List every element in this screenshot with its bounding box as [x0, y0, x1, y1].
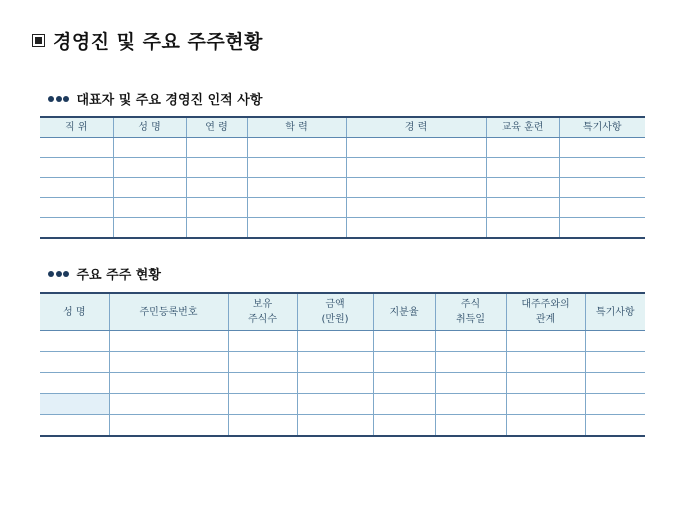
table-cell[interactable] [113, 218, 186, 239]
table-cell[interactable] [486, 218, 559, 239]
table-cell[interactable] [228, 415, 297, 437]
table-cell[interactable] [40, 158, 113, 178]
table-cell[interactable] [506, 352, 585, 373]
table-cell[interactable] [346, 218, 486, 239]
table-cell[interactable] [435, 373, 506, 394]
section-title-text: 대표자 및 주요 경영진 인적 사항 [76, 93, 263, 108]
table-row [40, 158, 645, 178]
column-header: 지분율 [373, 293, 435, 331]
table-cell[interactable] [585, 394, 645, 415]
table-cell[interactable] [40, 138, 113, 158]
table-cell[interactable] [559, 178, 645, 198]
table-cell[interactable] [186, 158, 247, 178]
table-cell[interactable] [113, 138, 186, 158]
table-cell[interactable] [346, 178, 486, 198]
column-header: 성 명 [40, 293, 109, 331]
table-cell[interactable] [297, 373, 373, 394]
column-header: 학 력 [247, 117, 346, 138]
table-row [40, 331, 645, 352]
table-row [40, 373, 645, 394]
table-cell[interactable] [435, 394, 506, 415]
column-header: 성 명 [113, 117, 186, 138]
table-cell[interactable] [247, 178, 346, 198]
table-cell[interactable] [40, 178, 113, 198]
table-cell[interactable] [297, 415, 373, 437]
column-header: 주식 취득일 [435, 293, 506, 331]
page-title [32, 27, 263, 54]
table-cell[interactable] [228, 331, 297, 352]
table-cell[interactable] [346, 158, 486, 178]
table-cell[interactable] [186, 198, 247, 218]
table-cell[interactable] [373, 352, 435, 373]
column-header: 특기사항 [559, 117, 645, 138]
table-cell[interactable] [585, 373, 645, 394]
table-cell[interactable] [585, 415, 645, 437]
table-cell[interactable] [506, 394, 585, 415]
table-cell[interactable] [40, 218, 113, 239]
table-cell[interactable] [247, 218, 346, 239]
table-row [40, 198, 645, 218]
table-cell[interactable] [297, 394, 373, 415]
column-header: 보유 주식수 [228, 293, 297, 331]
table-cell[interactable] [486, 158, 559, 178]
section-title-text: 주요 주주 현황 [76, 268, 161, 283]
table-cell[interactable] [346, 138, 486, 158]
table-cell[interactable] [186, 178, 247, 198]
table-cell[interactable] [559, 138, 645, 158]
table-cell[interactable] [559, 158, 645, 178]
column-header: 교육 훈련 [486, 117, 559, 138]
table-row [40, 178, 645, 198]
table-cell[interactable] [506, 331, 585, 352]
section-title-executives [48, 89, 262, 108]
column-header: 연 령 [186, 117, 247, 138]
table-header-row [40, 293, 645, 331]
section-title-shareholders [48, 264, 161, 283]
table-cell[interactable] [585, 352, 645, 373]
table-cell[interactable] [113, 158, 186, 178]
table-cell[interactable] [113, 198, 186, 218]
column-header: 직 위 [40, 117, 113, 138]
page-title-text: 경영진 및 주요 주주현황 [53, 31, 263, 53]
table-cell[interactable] [435, 331, 506, 352]
table-row [40, 218, 645, 239]
table-cell[interactable] [228, 352, 297, 373]
triple-dot-bullet-icon [48, 271, 71, 277]
table-cell[interactable] [109, 352, 228, 373]
table-cell[interactable] [373, 331, 435, 352]
table-cell[interactable] [435, 415, 506, 437]
table-cell[interactable] [297, 352, 373, 373]
table-cell[interactable] [40, 352, 109, 373]
shareholders-table [40, 292, 645, 437]
column-header: 대주주와의 관계 [506, 293, 585, 331]
table-cell[interactable] [373, 373, 435, 394]
triple-dot-bullet-icon [48, 96, 71, 102]
table-cell[interactable] [40, 198, 113, 218]
table-cell[interactable] [346, 198, 486, 218]
table-row [40, 352, 645, 373]
square-bullet-icon [32, 34, 45, 47]
table-cell[interactable] [186, 218, 247, 239]
table-cell[interactable] [506, 373, 585, 394]
table-header-row [40, 117, 645, 138]
table-cell[interactable] [559, 218, 645, 239]
column-header: 경 력 [346, 117, 486, 138]
table-cell[interactable] [109, 373, 228, 394]
table-cell[interactable] [486, 198, 559, 218]
table-cell[interactable] [247, 138, 346, 158]
table-cell[interactable] [109, 415, 228, 437]
column-header: 금액 (만원) [297, 293, 373, 331]
table-cell[interactable] [373, 415, 435, 437]
table-cell[interactable] [40, 373, 109, 394]
table-cell[interactable] [247, 198, 346, 218]
table-cell[interactable] [559, 198, 645, 218]
table-row [40, 415, 645, 437]
table-cell[interactable] [228, 394, 297, 415]
table-cell[interactable] [109, 331, 228, 352]
table-cell[interactable] [113, 178, 186, 198]
column-header: 특기사항 [585, 293, 645, 331]
table-cell[interactable] [297, 331, 373, 352]
table-row [40, 138, 645, 158]
table-cell[interactable] [186, 138, 247, 158]
table-cell[interactable] [40, 415, 109, 437]
table-cell[interactable] [109, 394, 228, 415]
table-cell[interactable] [585, 331, 645, 352]
table-cell[interactable] [247, 158, 346, 178]
table-cell[interactable] [228, 373, 297, 394]
table-row [40, 394, 645, 415]
table-cell[interactable] [506, 415, 585, 437]
column-header: 주민등록번호 [109, 293, 228, 331]
table-cell[interactable] [486, 178, 559, 198]
table-cell-selected[interactable] [40, 394, 109, 415]
table-cell[interactable] [435, 352, 506, 373]
table-cell[interactable] [40, 331, 109, 352]
executives-table [40, 116, 645, 239]
table-cell[interactable] [486, 138, 559, 158]
table-cell[interactable] [373, 394, 435, 415]
